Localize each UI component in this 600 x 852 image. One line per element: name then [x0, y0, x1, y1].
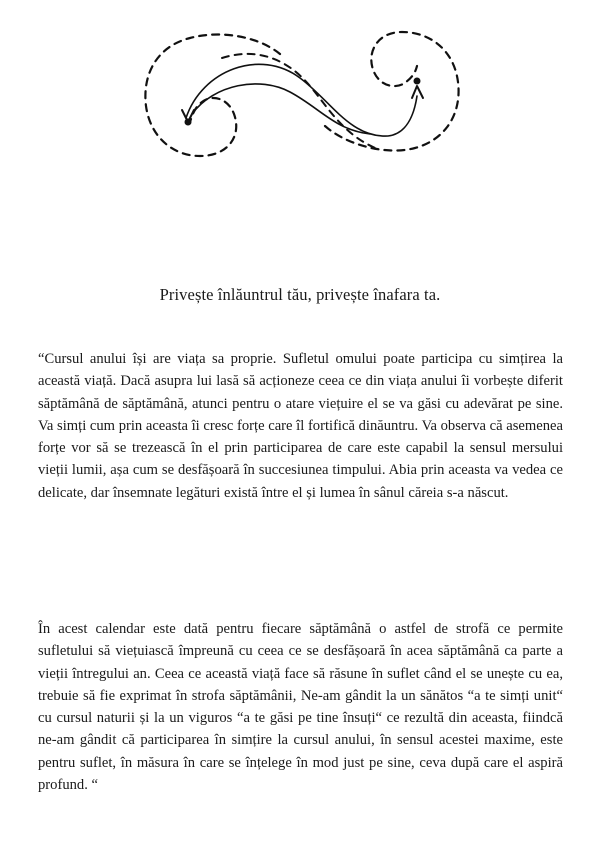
- right-dot: [414, 78, 421, 85]
- right-spiral-dashed: [325, 32, 459, 151]
- crossing-curve-solid-1: [186, 64, 417, 136]
- left-dot: [185, 119, 192, 126]
- tagline: Privește înlăuntrul tău, privește înafara ta.: [159, 285, 441, 304]
- quote-paragraph-1: “Cursul anului își are viața sa proprie. Sufletul omului poate participa cu simțirea la această viață. Dacă asupra lui lasă să acționeze ceea ce din viața anului îi vorbește diferit săptămână de săptămână, atunci pentru o atare viețuire el se va găsi cu adevărat pe sine. Va simți cum prin aceasta îi cresc forțe care îl fortifică dinăuntru. Va observa că asemenea forțe vor să se trezească în el prin participarea de care este capabil la sensul mersului vieții lumii, așa cum se desfășoară în succesiunea timpului. Abia prin aceasta va vedea ce delicate, dar însemnate legături există între el și lumea în sânul căreia s-a născut.: [38, 351, 563, 501]
- quote-paragraph-2: În acest calendar este dată pentru fiecare săptămână o astfel de strofă ce permite sufletului să viețuiască împreună cu ceea ce se desfășoară în acea săptămână ca parte a vieții întregului an. Ceea ce această viață face să răsune în suflet când el se unește cu ea, trebuie să fie exprimat în strofa săptămânii, Ne-am gândit la un sănătos “a te simți unit“ cu cursul naturii și la un viguros “a te găsi pe tine însuți“ ce rezultă din aceasta, fiindcă ne-am gândit că participarea în simțire la cursul anului, în sensul acestei maxime, este pentru suflet, în măsura în care se înțelege în mod just pe sine, ceva după care el aspiră profund. “: [38, 621, 563, 794]
- lemniscate-arrows-icon: [130, 18, 475, 168]
- crossing-curve-dashed: [222, 54, 380, 150]
